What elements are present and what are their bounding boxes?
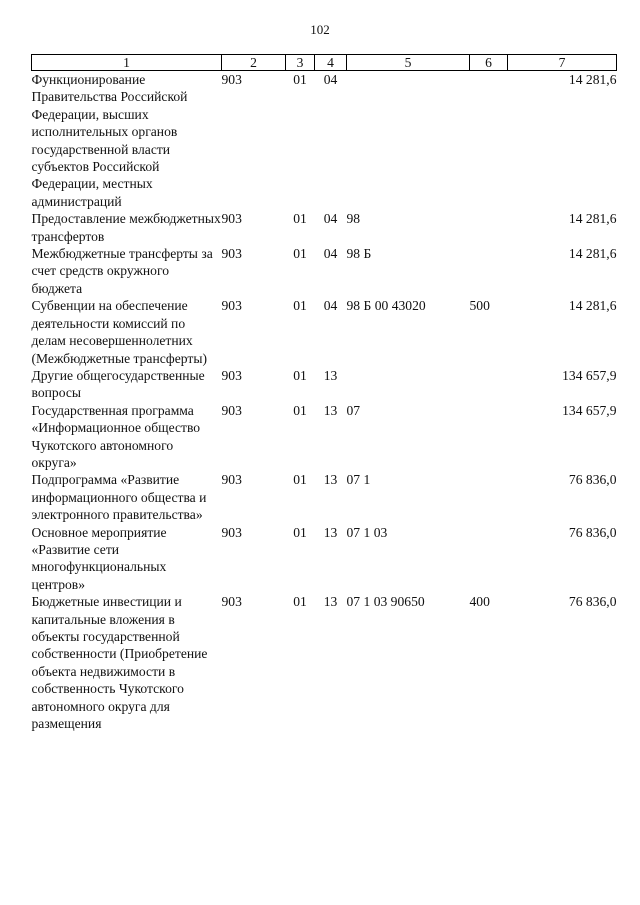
row-section-code: 01 bbox=[293, 524, 307, 540]
table-row bbox=[32, 471, 617, 523]
header-col-7: 7 bbox=[508, 55, 617, 71]
row-sum: 76 836,0 bbox=[568, 472, 617, 488]
row-admin-code: 903 bbox=[221, 367, 242, 383]
row-section-code: 01 bbox=[293, 72, 307, 87]
table-row bbox=[32, 524, 617, 594]
table-row bbox=[32, 71, 617, 211]
row-admin-code: 903 bbox=[221, 211, 242, 227]
row-name: Основное мероприятие «Развитие сети многофункциональных центров» bbox=[31, 524, 167, 592]
row-admin-code: 903 bbox=[221, 402, 242, 418]
row-sum: 134 657,9 bbox=[562, 367, 617, 383]
row-target-code: 98 Б bbox=[346, 246, 372, 262]
row-section-code: 01 bbox=[293, 298, 307, 314]
page-number: 102 bbox=[310, 22, 330, 37]
row-name: Подпрограмма «Развитие информационного общества и электронного правительства» bbox=[31, 472, 207, 523]
row-expense-type bbox=[470, 71, 508, 211]
row-subsection-code: 13 bbox=[323, 367, 338, 383]
row-section-code: 01 bbox=[293, 367, 307, 383]
row-name: Субвенции на обеспечение деятельности комиссий по делам несовершеннолетних (Межбюджетные трансферты) bbox=[31, 298, 207, 366]
row-expense-type bbox=[470, 524, 508, 594]
row-target-code: 07 bbox=[346, 402, 361, 418]
row-subsection-code: 13 bbox=[323, 402, 338, 418]
row-target-code: 07 1 bbox=[346, 472, 371, 488]
row-subsection-code: 04 bbox=[323, 246, 338, 262]
row-admin-code: 903 bbox=[221, 472, 242, 488]
table-header-row bbox=[32, 55, 617, 71]
row-sum: 14 281,6 bbox=[568, 246, 617, 262]
row-target-code: 07 1 03 90650 bbox=[346, 594, 425, 610]
row-name: Межбюджетные трансферты за счет средств окружного бюджета bbox=[31, 246, 213, 296]
row-target-code: 98 bbox=[346, 211, 361, 227]
row-section-code: 01 bbox=[293, 246, 307, 262]
table-row bbox=[32, 593, 617, 732]
table-row bbox=[32, 402, 617, 472]
row-sum: 134 657,9 bbox=[562, 402, 617, 418]
row-admin-code: 903 bbox=[221, 72, 242, 87]
table-body bbox=[32, 71, 617, 733]
header-col-6: 6 bbox=[470, 55, 508, 71]
row-sum: 14 281,6 bbox=[568, 72, 617, 87]
row-admin-code: 903 bbox=[221, 594, 242, 610]
row-expense-type bbox=[470, 367, 508, 402]
row-admin-code: 903 bbox=[221, 298, 242, 314]
row-expense-type: 400 bbox=[469, 594, 490, 610]
row-subsection-code: 13 bbox=[323, 594, 338, 610]
row-expense-type bbox=[470, 245, 508, 297]
row-name: Государственная программа «Информационное общество Чукотского автономного округа» bbox=[31, 402, 201, 470]
row-target-code bbox=[347, 71, 470, 211]
header-col-2: 2 bbox=[222, 55, 286, 71]
header-col-5: 5 bbox=[347, 55, 470, 71]
row-sum: 76 836,0 bbox=[568, 594, 617, 610]
row-sum: 14 281,6 bbox=[568, 298, 617, 314]
row-sum: 14 281,6 bbox=[568, 211, 617, 227]
header-col-3: 3 bbox=[286, 55, 315, 71]
row-admin-code: 903 bbox=[221, 246, 242, 262]
row-name: Другие общегосударственные вопросы bbox=[31, 367, 205, 401]
row-expense-type: 500 bbox=[469, 298, 490, 314]
row-name: Бюджетные инвестиции и капитальные вложения в объекты государственной собственности (Приобретение объекта недвижимости в собственность Чукотского автономного округа для размещения bbox=[31, 594, 208, 732]
row-target-code: 98 Б 00 43020 bbox=[346, 298, 426, 314]
table-row bbox=[32, 210, 617, 245]
row-expense-type bbox=[470, 210, 508, 245]
header-col-1: 1 bbox=[32, 55, 222, 71]
table-row bbox=[32, 297, 617, 367]
row-subsection-code: 04 bbox=[323, 298, 338, 314]
row-expense-type bbox=[470, 402, 508, 472]
row-subsection-code: 04 bbox=[323, 72, 338, 87]
table-row bbox=[32, 367, 617, 402]
row-section-code: 01 bbox=[293, 402, 307, 418]
row-sum: 76 836,0 bbox=[568, 524, 617, 540]
row-subsection-code: 13 bbox=[323, 524, 338, 540]
row-name: Предоставление межбюджетных трансфертов bbox=[31, 211, 221, 244]
row-target-code bbox=[347, 367, 470, 402]
row-section-code: 01 bbox=[293, 472, 307, 488]
table-row bbox=[32, 245, 617, 297]
row-subsection-code: 04 bbox=[323, 211, 338, 227]
header-col-4: 4 bbox=[315, 55, 347, 71]
row-section-code: 01 bbox=[293, 211, 307, 227]
budget-table bbox=[31, 54, 617, 732]
row-section-code: 01 bbox=[293, 594, 307, 610]
row-admin-code: 903 bbox=[221, 524, 242, 540]
row-subsection-code: 13 bbox=[323, 472, 338, 488]
row-expense-type bbox=[470, 471, 508, 523]
row-target-code: 07 1 03 bbox=[346, 524, 388, 540]
row-name: Функционирование Правительства Российской Федерации, высших исполнительных органов государственной власти субъектов Российской Федерации, местных администраций bbox=[31, 72, 188, 209]
